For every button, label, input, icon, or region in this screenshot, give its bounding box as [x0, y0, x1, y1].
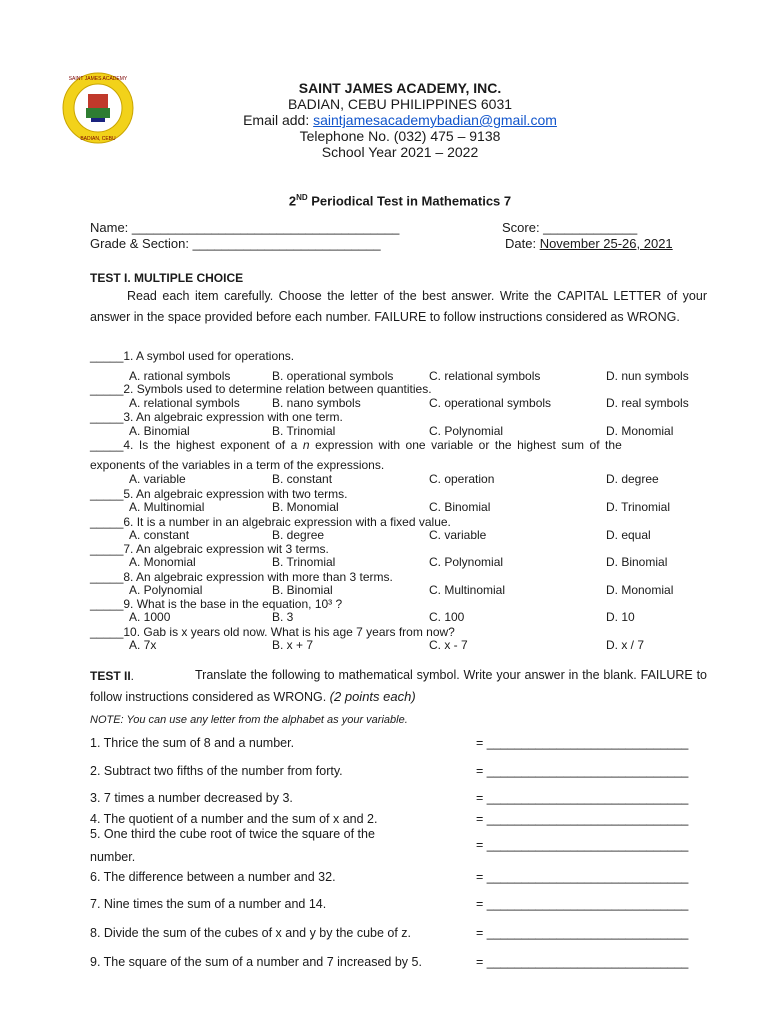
- question-7-option-c: C. Polynomial: [429, 555, 504, 569]
- question-3-option-b: B. Trinomial: [272, 424, 336, 438]
- question-1-option-b: B. operational symbols: [272, 369, 394, 383]
- question-4-option-b: B. constant: [272, 472, 333, 486]
- test2-item: 1. Thrice the sum of 8 and a number.: [90, 736, 295, 750]
- question-8-option-a: A. Polynomial: [129, 583, 203, 597]
- test2-item: 5. One third the cube root of twice the square of the: [90, 827, 375, 841]
- question-8-option-b: B. Binomial: [272, 583, 333, 597]
- answer-blank[interactable]: = _____________________________: [476, 926, 689, 940]
- question-3-option-c: C. Polynomial: [429, 424, 504, 438]
- email-line: [160, 112, 640, 128]
- question-4-option-a: A. variable: [129, 472, 186, 486]
- question-4: _____4. Is the highest exponent of a n expression with one variable or the highest sum of the: [90, 438, 622, 452]
- grade-section-field[interactable]: Grade & Section: __________________________: [90, 236, 381, 251]
- question-10-option-a: A. 7x: [129, 638, 157, 652]
- question-9-option-d: D. 10: [606, 610, 635, 624]
- school-name: SAINT JAMES ACADEMY, INC.: [298, 80, 502, 96]
- question-3: _____3. An algebraic expression with one term.: [90, 410, 343, 424]
- answer-blank[interactable]: = _____________________________: [476, 812, 689, 826]
- question-7-option-b: B. Trinomial: [272, 555, 336, 569]
- question-7-option-a: A. Monomial: [129, 555, 196, 569]
- answer-blank[interactable]: = _____________________________: [476, 897, 689, 911]
- question-10: _____10. Gab is x years old now. What is his age 7 years from now?: [90, 625, 455, 639]
- question-6: _____6. It is a number in an algebraic expression with a fixed value.: [90, 515, 451, 529]
- question-8-option-c: C. Multinomial: [429, 583, 506, 597]
- answer-blank[interactable]: = _____________________________: [476, 955, 689, 969]
- question-2-option-b: B. nano symbols: [272, 396, 361, 410]
- question-9: _____9. What is the base in the equation, 10³ ?: [90, 597, 343, 611]
- answer-blank[interactable]: = _____________________________: [476, 764, 689, 778]
- test2-item: 7. Nine times the sum of a number and 14.: [90, 897, 327, 911]
- question-10-option-d: D. x / 7: [606, 638, 645, 652]
- question-10-option-b: B. x + 7: [272, 638, 314, 652]
- question-5-option-b: B. Monomial: [272, 500, 339, 514]
- score-field[interactable]: Score: _____________: [502, 220, 638, 235]
- question-1-option-d: D. nun symbols: [606, 369, 689, 383]
- question-2-option-a: A. relational symbols: [129, 396, 240, 410]
- question-10-option-c: C. x - 7: [429, 638, 468, 652]
- question-6-option-a: A. constant: [129, 528, 190, 542]
- svg-text:BADIAN, CEBU: BADIAN, CEBU: [80, 136, 116, 142]
- question-9-option-c: C. 100: [429, 610, 465, 624]
- answer-blank[interactable]: = _____________________________: [476, 838, 689, 852]
- question-6-option-b: B. degree: [272, 528, 325, 542]
- question-7-option-d: D. Binomial: [606, 555, 668, 569]
- question-4-cont: exponents of the variables in a term of the expressions.: [90, 458, 385, 472]
- question-9-option-b: B. 3: [272, 610, 294, 624]
- telephone: Telephone No. (032) 475 – 9138: [299, 128, 501, 144]
- test2-item: number.: [90, 850, 136, 864]
- question-8: _____8. An algebraic expression with more than 3 terms.: [90, 570, 393, 584]
- question-8-option-d: D. Monomial: [606, 583, 674, 597]
- school-seal-logo: [62, 72, 134, 144]
- answer-blank[interactable]: = _____________________________: [476, 791, 689, 805]
- date-field: Date: November 25-26, 2021: [505, 236, 673, 251]
- question-5-option-d: D. Trinomial: [606, 500, 671, 514]
- question-6-option-d: D. equal: [606, 528, 651, 542]
- question-7: _____7. An algebraic expression wit 3 terms.: [90, 542, 329, 556]
- question-5-option-c: C. Binomial: [429, 500, 491, 514]
- email-label: Email add:: [243, 112, 314, 128]
- school-address: BADIAN, CEBU PHILIPPINES 6031: [287, 96, 513, 112]
- answer-blank[interactable]: = _____________________________: [476, 870, 689, 884]
- test1-heading: TEST I. MULTIPLE CHOICE: [90, 271, 244, 285]
- question-5-option-a: A. Multinomial: [129, 500, 205, 514]
- school-year: School Year 2021 – 2022: [321, 144, 479, 160]
- test2-heading-line: TEST II.: [90, 669, 135, 683]
- question-2-option-c: C. operational symbols: [429, 396, 552, 410]
- question-2-option-d: D. real symbols: [606, 396, 689, 410]
- question-2: _____2. Symbols used to determine relation between quantities.: [90, 382, 432, 396]
- question-4-option-c: C. operation: [429, 472, 495, 486]
- question-3-option-a: A. Binomial: [129, 424, 190, 438]
- question-1-option-a: A. rational symbols: [129, 369, 231, 383]
- test2-item: 6. The difference between a number and 32.: [90, 870, 336, 884]
- question-6-option-c: C. variable: [429, 528, 487, 542]
- question-9-option-a: A. 1000: [129, 610, 171, 624]
- test2-item: 2. Subtract two fifths of the number from forty.: [90, 764, 343, 778]
- answer-blank[interactable]: = _____________________________: [476, 736, 689, 750]
- name-field[interactable]: Name: _____________________________________: [90, 220, 400, 235]
- svg-text:SAINT JAMES ACADEMY: SAINT JAMES ACADEMY: [68, 76, 128, 82]
- question-1-option-c: C. relational symbols: [429, 369, 541, 383]
- question-5: _____5. An algebraic expression with two terms.: [90, 487, 348, 501]
- test2-item: 3. 7 times a number decreased by 3.: [90, 791, 293, 805]
- question-4-option-d: D. degree: [606, 472, 659, 486]
- question-1: _____1. A symbol used for operations.: [90, 349, 295, 363]
- test2-item: 9. The square of the sum of a number and 7 increased by 5.: [90, 955, 422, 969]
- question-3-option-d: D. Monomial: [606, 424, 674, 438]
- test1-instructions: Read each item carefully. Choose the letter of the best answer. Write the CAPITAL LETTER of your answer in the space provided before each number. FAILURE to follow instructions considered as WRONG.: [90, 289, 707, 324]
- test-title: 2ND Periodical Test in Mathematics 7: [288, 193, 512, 209]
- test2-item: 8. Divide the sum of the cubes of x and y by the cube of z.: [90, 926, 412, 940]
- test2-item: 4. The quotient of a number and the sum of x and 2.: [90, 812, 378, 826]
- test2-note: NOTE: You can use any letter from the alphabet as your variable.: [90, 714, 408, 726]
- test2-instructions: Translate the following to mathematical symbol. Write your answer in the blank. FAILURE to follow instructions considered as WRONG. (2 points each): [90, 668, 707, 704]
- email-link[interactable]: saintjamesacademybadian@gmail.com: [313, 112, 557, 128]
